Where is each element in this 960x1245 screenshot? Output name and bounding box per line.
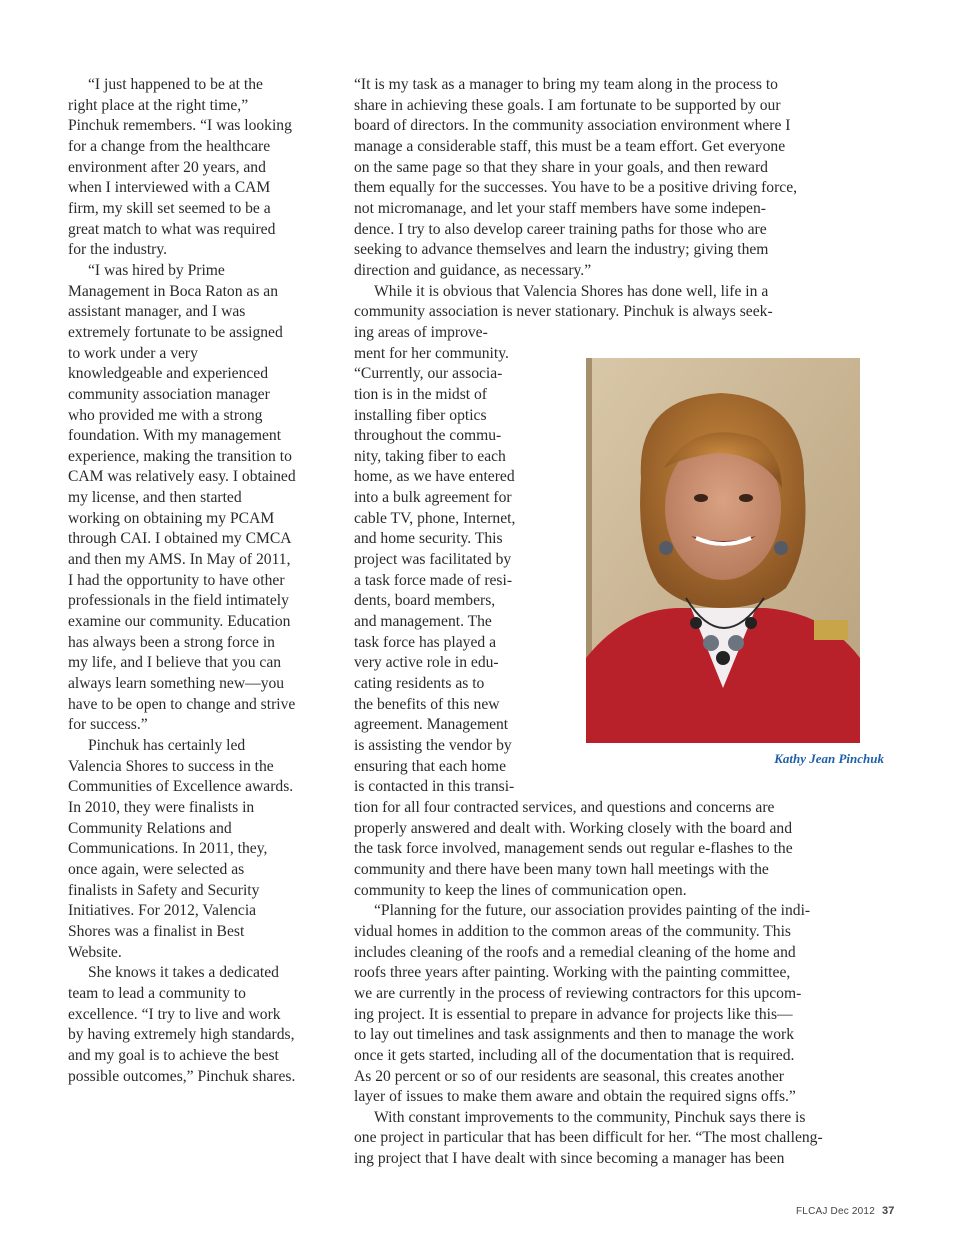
- text-line: dence. I try to also develop career training paths for those who are: [354, 220, 767, 238]
- text-line: seeking to advance themselves and learn the industry; giving them: [354, 241, 769, 259]
- text-line: agreement. Management: [354, 716, 509, 734]
- text-line: “It is my task as a manager to bring my team along in the process to: [354, 76, 778, 93]
- text-line: properly answered and dealt with. Working closely with the board and: [354, 819, 792, 837]
- paragraph: She knows it takes a dedicated team to lead a community to excellence. “I try to live and work by having extremely high standards, and my goal is to achieve the best possible outcomes,” Pinchuk shares.: [68, 964, 296, 1085]
- text-line: ment for her community.: [354, 344, 509, 362]
- page-footer: [796, 1205, 895, 1217]
- text-line: tion for all four contracted services, and questions and concerns are: [354, 798, 775, 816]
- text-line: we are currently in the process of reviewing contractors for this upcom-: [354, 984, 802, 1002]
- portrait-illustration: [586, 358, 860, 743]
- text-line: ensuring that each home: [354, 757, 506, 775]
- issue-date: Dec 2012: [830, 1206, 875, 1217]
- text-line: direction and guidance, as necessary.”: [354, 261, 592, 279]
- text-line: layer of issues to make them aware and obtain the required signs offs.”: [354, 1088, 796, 1106]
- text-line: into a bulk agreement for: [354, 489, 512, 507]
- text-line: task force has played a: [354, 633, 497, 651]
- text-line: the task force involved, management sends out regular e-flashes to the: [354, 840, 793, 858]
- text-line: board of directors. In the community association environment where I: [354, 117, 791, 135]
- paragraph: “I just happened to be at the right place at the right time,” Pinchuk remembers. “I was looking for a change from the healthcare environment after 20 years, and when I interviewed with a CAM firm, my skill set seemed to be a great match to what was required for the industry.: [68, 76, 292, 259]
- text-line: dents, board members,: [354, 592, 496, 610]
- text-line: manage a considerable staff, this must be a team effort. Get everyone: [354, 137, 786, 155]
- text-line: cable TV, phone, Internet,: [354, 509, 516, 527]
- text-line: installing fiber optics: [354, 406, 487, 424]
- text-line: home, as we have entered: [354, 468, 515, 486]
- text-line: project was facilitated by: [354, 551, 512, 569]
- text-line: is assisting the vendor by: [354, 737, 512, 754]
- text-line: share in achieving these goals. I am fortunate to be supported by our: [354, 96, 781, 114]
- text-line: them equally for the successes. You have to be a positive driving force,: [354, 179, 798, 197]
- page-number: 37: [881, 1205, 895, 1217]
- text-line: one project in particular that has been difficult for her. “The most challeng-: [354, 1129, 823, 1147]
- text-line: is contacted in this transi-: [354, 778, 515, 796]
- paragraph: Pinchuk has certainly led Valencia Shores to success in the Communities of Excellence awards. In 2010, they were finalists in Community Relations and Communications. In 2011, they, once again, were selected as finalists in Safety and Security Initiatives. For 2012, Valencia Shores was a finalist in Best Website.: [68, 737, 294, 961]
- text-line: While it is obvious that Valencia Shores has done well, life in a: [374, 282, 769, 300]
- text-line: once it gets started, including all of the documentation that is required.: [354, 1046, 795, 1064]
- text-line: With constant improvements to the community, Pinchuk says there is: [374, 1108, 806, 1126]
- text-line: As 20 percent or so of our residents are seasonal, this creates another: [354, 1067, 784, 1085]
- text-line: includes cleaning of the roofs and a remedial cleaning of the home and: [354, 943, 796, 961]
- text-line: “Currently, our associa-: [354, 365, 503, 383]
- text-line: and home security. This: [354, 530, 503, 548]
- text-line: a task force made of resi-: [354, 571, 513, 589]
- text-line: very active role in edu-: [354, 654, 499, 672]
- text-line: throughout the commu-: [354, 427, 502, 445]
- text-line: community and there have been many town hall meetings with the: [354, 860, 769, 878]
- text-line: ing project that I have dealt with since becoming a manager has been: [354, 1150, 785, 1168]
- publication-name: FLCAJ: [796, 1206, 828, 1217]
- text-line: vidual homes in addition to the common areas of the community. This: [354, 922, 791, 940]
- text-line: roofs three years after painting. Working with the painting committee,: [354, 964, 791, 982]
- text-line: nity, taking fiber to each: [354, 447, 506, 465]
- text-line: community association is never stationary. Pinchuk is always seek-: [354, 303, 773, 321]
- paragraph: “I was hired by Prime Management in Boca Raton as an assistant manager, and I was extremely fortunate to be assigned to work under a very knowledgeable and experienced community association manager who provided me with a strong foundation. With my management experience, making the transition to CAM was relatively easy. I obtained my license, and then started working on obtaining my PCAM through CAI. I obtained my CMCA and then my AMS. In May of 2011, I had the opportunity to have other professionals in the field intimately examine our community. Education has always been a strong force in my life, and I believe that you can always learn something new—you have to be open to change and strive for success.”: [68, 261, 296, 734]
- text-line: not micromanage, and let your staff members have some indepen-: [354, 199, 766, 217]
- portrait-photo: [586, 358, 860, 743]
- text-line: cating residents as to: [354, 675, 485, 693]
- text-line: “Planning for the future, our association provides painting of the indi-: [374, 902, 811, 920]
- text-line: community to keep the lines of communication open.: [354, 881, 687, 899]
- photo-caption: Kathy Jean Pinchuk: [774, 751, 884, 766]
- text-line: ing areas of improve-: [354, 323, 488, 341]
- name-tag: [814, 620, 848, 640]
- text-line: tion is in the midst of: [354, 385, 487, 403]
- text-line: the benefits of this new: [354, 695, 500, 713]
- text-line: to lay out timelines and task assignments and then to manage the work: [354, 1026, 794, 1044]
- text-line: on the same page so that they share in your goals, and then reward: [354, 158, 768, 176]
- text-line: and management. The: [354, 613, 492, 631]
- left-column: [68, 75, 296, 1087]
- text-line: ing project. It is essential to prepare in advance for projects like this—: [354, 1005, 793, 1023]
